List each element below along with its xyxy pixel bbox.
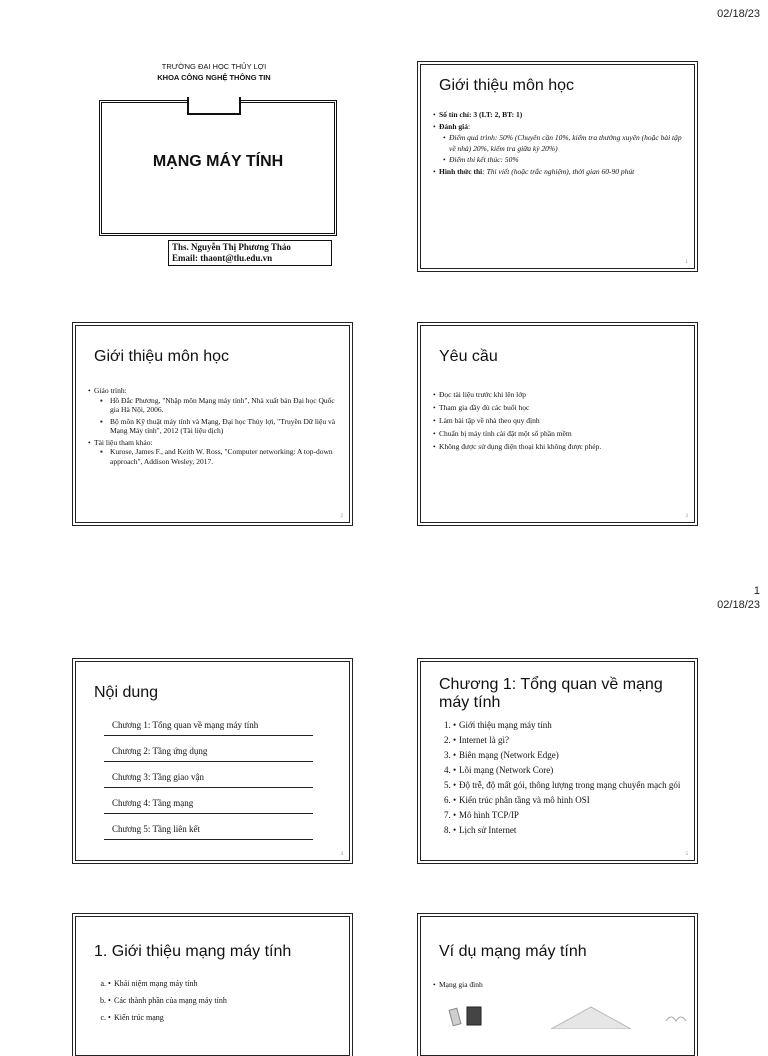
slide-chapter-1 (420, 661, 695, 861)
slide-intro-1: Giới thiệu môn học • Số tín chỉ: 3 (LT: 2, BT: 1) • Đánh giá: • Điểm quá trình: 50% (Chuyên cần 10%, kiểm tra thường xuyên (hoặc bài tập về nhà) 20%, kiểm tra giữa kỳ 20%) • Điểm thi kết thúc: 50% • Hình thức thi: Thi viết (hoặc trắc nghiệm), thời gian 60-90 phút 1 (420, 64, 695, 269)
example-item: • Mạng gia đình (433, 979, 684, 991)
slide-number: 5 (685, 852, 688, 857)
slide-title: Giới thiệu môn học (94, 348, 229, 365)
grading-item: Điểm thi kết thúc: 50% (449, 155, 519, 164)
phone-icon (449, 1008, 461, 1026)
requirement-item: • Không được sử dụng điện thoại khi không được phép. (433, 442, 684, 451)
slide-number: 3 (685, 514, 688, 519)
section-item: • b. Các thành phần của mạng máy tính (108, 994, 339, 1007)
grading-label: Đánh giá (439, 122, 468, 131)
computer-icon (467, 1007, 481, 1025)
author-email: Email: thaont@tlu.edu.vn (172, 253, 273, 263)
chapter-item: • 4. Lõi mạng (Network Core) (453, 765, 684, 776)
credits-value: : 3 (LT: 2, BT: 1) (469, 110, 523, 119)
slide-title: Nội dung (94, 684, 159, 701)
grading-item: Điểm quá trình: 50% (Chuyên cần 10%, kiểm tra thường xuyên (hoặc bài tập về nhà) 20%, kiểm tra giữa kỳ 20%) (449, 133, 682, 153)
frame-tab (187, 97, 241, 115)
chapter-item: • 8. Lịch sử Internet (453, 825, 684, 836)
wifi-icon (666, 1017, 686, 1021)
slide-number: 4 (340, 852, 343, 857)
slide-title: 1. Giới thiệu mạng máy tính (94, 943, 292, 960)
section-item: • a. Khái niệm mạng máy tính (108, 977, 339, 990)
slide-intro-2 (75, 325, 350, 523)
exam-label: Hình thức thi (439, 167, 483, 176)
chapter-item: • 2. Internet là gì? (453, 735, 684, 746)
toc-item[interactable]: Chương 5: Tầng liên kết (104, 822, 313, 840)
page-number: 1 (753, 585, 760, 597)
chapter-item: • 3. Biên mạng (Network Edge) (453, 750, 684, 761)
chapter-item: • 6. Kiến trúc phân tầng và mô hình OSI (453, 795, 684, 806)
slide-network-example (420, 916, 695, 1056)
title-frame (99, 100, 337, 236)
chapter-item: • 1. Giới thiệu mạng máy tính (453, 720, 684, 731)
requirement-item: • Đọc tài liệu trước khi lên lớp (433, 390, 684, 399)
slide-title: Chương 1: Tổng quan về mạng máy tính (439, 676, 663, 711)
textbook-label: Giáo trình: (94, 386, 127, 395)
reference-item: ▪ Kurose, James F., and Keith W. Ross, "Computer networking: A top-down approach", Addison Wesley, 2017. (94, 447, 339, 466)
slide-title: Yêu cầu (439, 348, 498, 365)
requirement-item: • Chuẩn bị máy tính cài đặt một số phần mềm (433, 429, 684, 438)
course-title: MẠNG MÁY TÍNH (152, 153, 284, 170)
reference-label: Tài liệu tham khảo: (94, 437, 153, 447)
house-roof (551, 1007, 631, 1029)
requirement-item: • Làm bài tập về nhà theo quy định (433, 416, 684, 425)
author-name: Ths. Nguyễn Thị Phương Thảo (172, 242, 291, 252)
slide-section-1 (75, 916, 350, 1056)
slide-title: Giới thiệu môn học (439, 77, 574, 94)
chapter-item: • 5. Độ trễ, độ mất gói, thông lượng trong mạng chuyển mạch gói (453, 780, 684, 791)
university-name: TRƯỜNG ĐẠI HỌC THỦY LỢI (161, 62, 267, 71)
requirement-item: • Tham gia đầy đủ các buổi học (433, 403, 684, 412)
slide-title: Ví dụ mạng máy tính (439, 943, 587, 960)
page-date-2: 02/18/23 (717, 599, 760, 611)
home-network-illustration (441, 999, 691, 1029)
textbook-item: ▪ Bộ môn Kỹ thuật máy tính và Mạng, Đại học Thủy lợi, "Truyền Dữ liệu và Mạng Máy tính", 2012 (Tài liệu dịch) (94, 417, 339, 436)
toc-item[interactable]: Chương 4: Tầng mạng (104, 796, 313, 814)
chapter-item: • 7. Mô hình TCP/IP (453, 810, 684, 821)
slide-contents (75, 661, 350, 861)
toc-item[interactable]: Chương 3: Tầng giao vận (104, 770, 313, 788)
page-date-1: 02/18/23 (717, 8, 760, 20)
slide-requirements (420, 325, 695, 523)
toc-item[interactable]: Chương 1: Tổng quan về mạng máy tính (104, 718, 313, 736)
author-box (168, 240, 332, 266)
section-item: • c. Kiến trúc mạng (108, 1011, 339, 1024)
toc-item[interactable]: Chương 2: Tầng ứng dụng (104, 744, 313, 762)
exam-value: : Thi viết (hoặc trắc nghiệm), thời gian 60-90 phút (482, 167, 635, 176)
cover-slide (75, 58, 353, 274)
faculty-name: KHOA CÔNG NGHỆ THÔNG TIN (157, 73, 271, 82)
textbook-item: ▪ Hồ Đắc Phương, "Nhập môn Mạng máy tính", Nhà xuất bản Đại học Quốc gia Hà Nội, 2006. (94, 396, 339, 415)
slide-number: 2 (340, 514, 343, 519)
slide-number: 1 (685, 260, 688, 265)
credits-label: Số tín chỉ (439, 110, 470, 119)
